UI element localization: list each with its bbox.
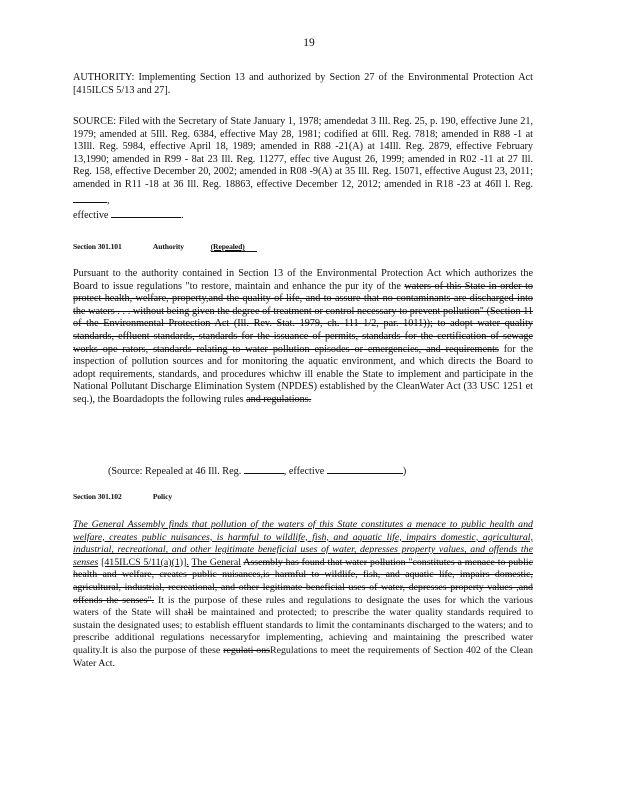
source-comma: ,: [107, 194, 110, 206]
source-paragraph: [73, 116, 533, 223]
source-period: .: [181, 210, 184, 222]
section-title: Authority: [152, 242, 184, 251]
para-102-plain-3: Regulations to meet the requirements of Section 402 of the Clean Water Act.: [73, 644, 533, 669]
section-301-101-heading: [73, 242, 257, 252]
source-effective-label: effective: [73, 210, 109, 222]
authority-paragraph: [73, 72, 533, 97]
page-number: 19: [303, 37, 315, 49]
blank-repealed-date: [327, 463, 403, 474]
section-number: Section 301.101: [73, 242, 122, 251]
para-101-struck-1: waters of this State in order to protect health, welfare, property,and the quality of life, and to assure that no contaminants are discharged into the waters . . . without being given the degree of treatment or control necessary to prevent pollution" (Section 11 of the Environmental Protection Act (Ill. Rev. Stat. 1979, ch. 111 1/2, par. 1011)); to adopt water quality standards, effluent standards, standards for the issuance of permits, standards for the certification of sewage works ope rators, standards relating to water pollution episodes or emergencies, and requirements: [73, 280, 533, 355]
section-301-101-body: [73, 268, 533, 407]
repealed-label: (Repealed): [211, 242, 257, 252]
para-102-inserted-2: The General: [191, 556, 241, 568]
para-101-struck-2: and regulations.: [246, 393, 312, 405]
para-102-inserted: The General Assembly finds that pollution of the waters of this State constitutes a menace to public health and welfare, creates public nuisances, is harmful to wildlife, fish, and aquatic life, impairs domestic, agricultural, industrial, recreational, and other legitimate beneficial uses of water, depresses property values, and offends the senses: [73, 519, 533, 568]
para-102-plain-1: It is the purpose of these rules and regulations to designate the uses for which the various waters of the State will sha: [73, 594, 534, 619]
section-number: Section 301.102: [73, 492, 122, 501]
para-101-plain-1: Pursuant to the authority contained in Section 13 of the Environmental Protection Act which authorizes the Board to issue regulations "to restore, maintain and enhance the pur ity of the: [73, 268, 533, 292]
para-102-struck-1: Assembly has found that water pollution "constitutes a menace to public health and welfare, creates public nuisances,is harmful to wildlife, fish, and aquatic life, impairs domestic, agricultural, industrial, recreational, and other legitimate beneficial uses of water, depresses property values ,and offends the senses".: [73, 556, 533, 606]
section-301-102-heading: [73, 492, 172, 501]
authority-text: AUTHORITY: Implementing Section 13 and authorized by Section 27 of the Environmental Protection Act [415ILCS 5/13 and 27].: [73, 72, 533, 96]
para-102-struck-regs: regulati ons: [223, 644, 270, 656]
source-repealed-note: [108, 463, 406, 477]
para-102-plain-2: l be maintained and protected; to prescribe the water quality standards required to sustain the designated uses; to establish effluent standards to limit the contaminants discharged to the waters; and to prescribe additional regulations necessaryfor implementing, achieving and maintaining the prescribed water quality.It is also the purpose of these: [73, 607, 533, 656]
source-repealed-mid: , effective: [283, 466, 325, 477]
source-repealed-close: ): [402, 466, 407, 477]
blank-repealed-page: [244, 463, 284, 474]
blank-effective-date: [111, 207, 181, 218]
para-102-cite: [415ILCS 5/11(a)(1)].: [101, 556, 189, 568]
para-101-plain-2: for the inspection of pollution sources and for monitoring the aquatic environment, and which directs the Board to adopt requirements, standards, and procedures whichw ill enable the State to implement and participate in the National Pollutant Discharge Elimination System (NPDES) established by the CleanWater Act (33 USC 1251 et seq.), the Boardadopts the following rules: [73, 343, 534, 405]
source-text: SOURCE: Filed with the Secretary of State January 1, 1978; amendedat 3 Ill. Reg. 25, p. 190, effective June 21, 1979; amended at 5Ill. Reg. 6384, effective May 28, 1981; codified at 6Ill. Reg. 7818; amended in R88 -1 at 13Ill. Reg. 5984, effective April 18, 1989; amended in R88 -21(A) at 14Ill. Reg. 2879, effective February 13,1990; amended in R99 - 8at 23 Ill. Reg. 11277, effec tive August 26, 1999; amended in R02 -11 at 27 Ill. Reg. 158, effective December 20, 2002; amended in R08 -9(A) at 35 Ill. Reg. 15071, effective August 23, 2011; amended in R11 -18 at 36 Ill. Reg. 18863, effective December 12, 2012; amended in R18 -23 at 46Il l. Reg.: [73, 116, 533, 190]
section-title: Policy: [152, 492, 173, 501]
source-repealed-text: (Source: Repealed at 46 Ill. Reg.: [108, 466, 242, 477]
section-301-102-body: [73, 519, 533, 670]
blank-reg-page: [73, 192, 107, 203]
para-102-struck-shall: l: [187, 607, 191, 619]
